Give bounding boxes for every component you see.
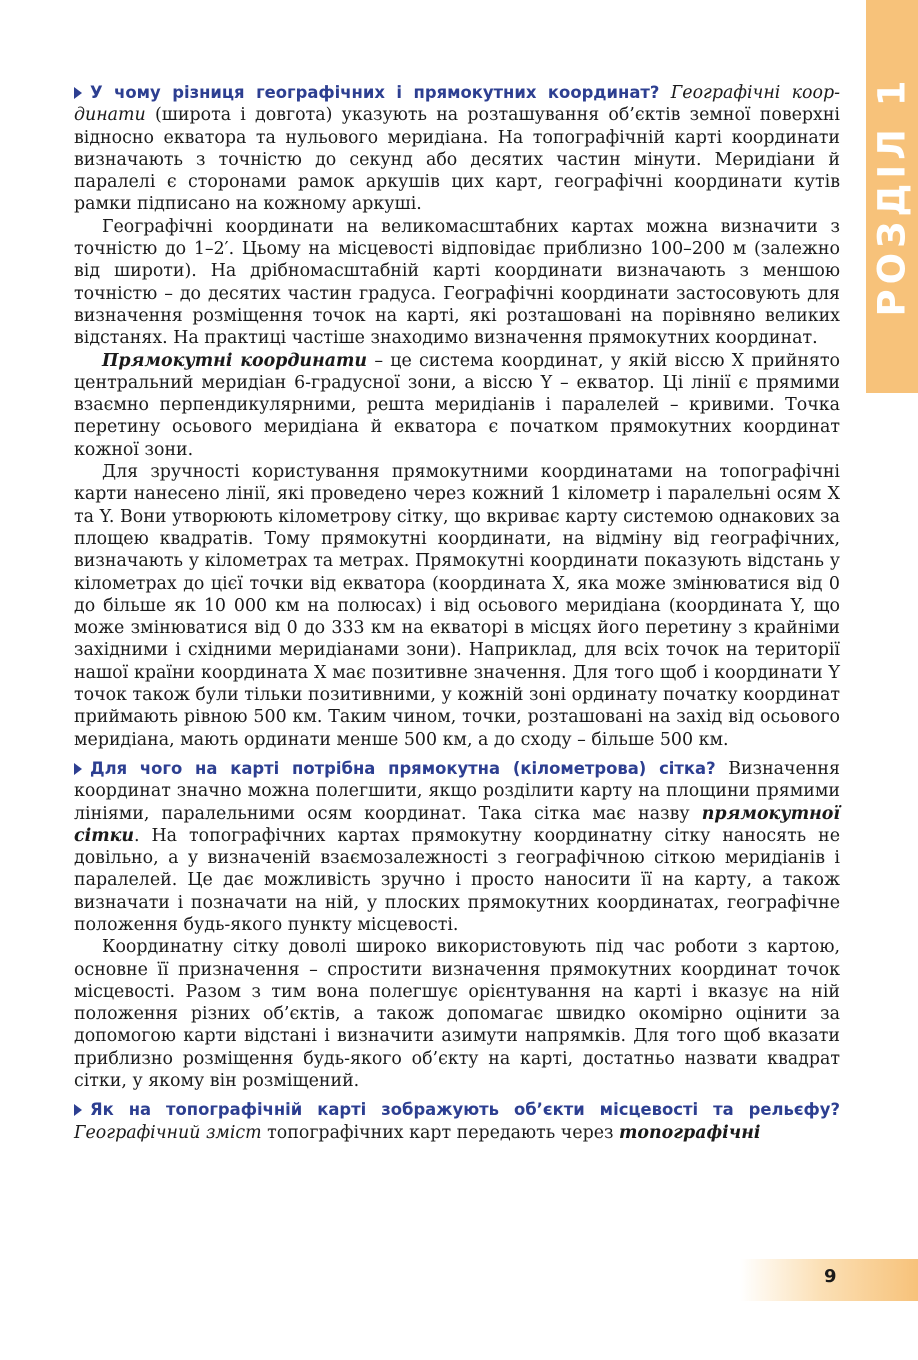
question-1-text: (широта і довгота) указують на розташування об’єктів земної поверхні відносно екватора та нульового меридіана. На топографічній карті координати визначають з точністю до секунд або десятих частин мінути. Меридіани й паралелі є сторонами рамок аркушів цих карт, географічні координати кутів рамки підписано на кожному аркуші. xyxy=(74,105,840,215)
chapter-side-tab xyxy=(866,0,918,393)
page-body xyxy=(74,82,840,1144)
geographic-content-term: Географічний зміст xyxy=(74,1122,262,1143)
paragraph-geographic-accuracy: Географічні координати на великомасштабних картах можна визначити з точністю до 1–2′. Цьому на місцевості відповідає приблизно 100–200 м (залежно від широти). На дрібномасштабній карті координати визначають з меншою точністю – до десятих частин градуса. Географічні координати застосовують для визначення розміщення точок на карті, які розташовані на порівняно великих відстанях. На практиці частіше знаходимо визначення прямокутних координат. xyxy=(74,216,840,349)
bullet-triangle-icon xyxy=(74,763,82,775)
question-2-text: . На топографічних картах прямокутну координатну сітку наносять не довільно, а у визначеній взаємозалежності з географічною сіткою меридіанів і паралелей. Це дає можливість зручно і просто наносити її на карту, а також визначати і позначати на ній, у плоских прямокутних координатах, географічне положення будь-якого пункту місцевості. xyxy=(74,825,840,935)
bullet-triangle-icon xyxy=(74,87,82,99)
question-2-lead: Визначення координат значно можна полегшити, якщо розділити карту на площини прямими лініями, паралельними осям координат. Така сітка має назву xyxy=(74,758,840,824)
bullet-triangle-icon xyxy=(74,1104,82,1116)
question-3-heading: Як на топографічній карті зображують об’єкти місцевості та рельєфу? xyxy=(90,1100,840,1120)
question-3-text: топографічних карт передають через xyxy=(261,1122,620,1143)
geographic-coordinates-term: Географічні координати xyxy=(74,83,841,126)
rectangular-coordinates-term: Прямокутні координати xyxy=(102,350,368,371)
question-2-heading: Для чого на карті потрібна прямокутна (кілометрова) сітка? xyxy=(90,758,716,778)
rectangular-definition-text: – це система координат, у якій віссю X прийнято центральний меридіан 6-градусної зони, а віссю Y – екватор. Ці лінії є прямими взаємно перпендикулярними, решта меридіанів і паралелей – кривими. Точка перетину осьового меридіана й екватора є початком прямокутних координат кожної зони. xyxy=(74,350,840,460)
rectangular-grid-term: прямокутної сітки xyxy=(74,803,840,846)
question-1-heading: У чому різниця географічних і прямокутних координат? xyxy=(90,83,660,102)
topographic-term: топографічні xyxy=(619,1122,761,1143)
page-number: 9 xyxy=(824,1266,837,1287)
question-1-paragraph xyxy=(74,82,840,216)
paragraph-rectangular-definition xyxy=(74,350,840,461)
paragraph-grid-usage: Координатну сітку доволі широко використовують під час роботи з картою, основне її призначення – спростити визначення прямокутних координат точок місцевості. Разом з тим вона полегшує орієнтування на карті і вказує на ній положення різних об’єктів, а також допомагає швидко окомірно оцінити за допомогою карти відстані і визначити азимути напрямків. Для того щоб вказати приблизно розміщення будь-якого об’єкту на карті, достатньо назвати квадрат сітки, у якому він розміщений. xyxy=(74,937,840,1092)
chapter-label: РОЗДІЛ 1 xyxy=(870,75,914,317)
question-2-paragraph xyxy=(74,758,840,936)
question-3-paragraph xyxy=(74,1099,840,1144)
paragraph-kilometer-grid: Для зручності користування прямокутними координатами на топографічні карти нанесено лінії, які проведено через кожний 1 кілометр і паралельні осям X та Y. Вони утворюють кілометрову сітку, що вкриває карту системою однакових за площею квадратів. Тому прямокутні координати, на відміну від географічних, визначають у кілометрах та метрах. Прямокутні координати показують відстань у кілометрах до цієї точки від екватора (координата X, яка може змінюватися від 0 до більше як 10 000 км на полюсах) і від осьового меридіана (координата Y, що може змінюватися від 0 до 333 км на екваторі в місцях його перетину з крайніми західними і східними меридіанами зони). Наприклад, для всіх точок на території нашої країни координата X має позитивне значення. Для того щоб і координати Y точок також були тільки позитивними, у кожній зоні ординату початку координат приймають рівною 500 км. Таким чином, точки, розташовані на захід від осьового меридіана, мають ординати менше 500 км, а до сходу – більше 500 км. xyxy=(74,462,840,750)
